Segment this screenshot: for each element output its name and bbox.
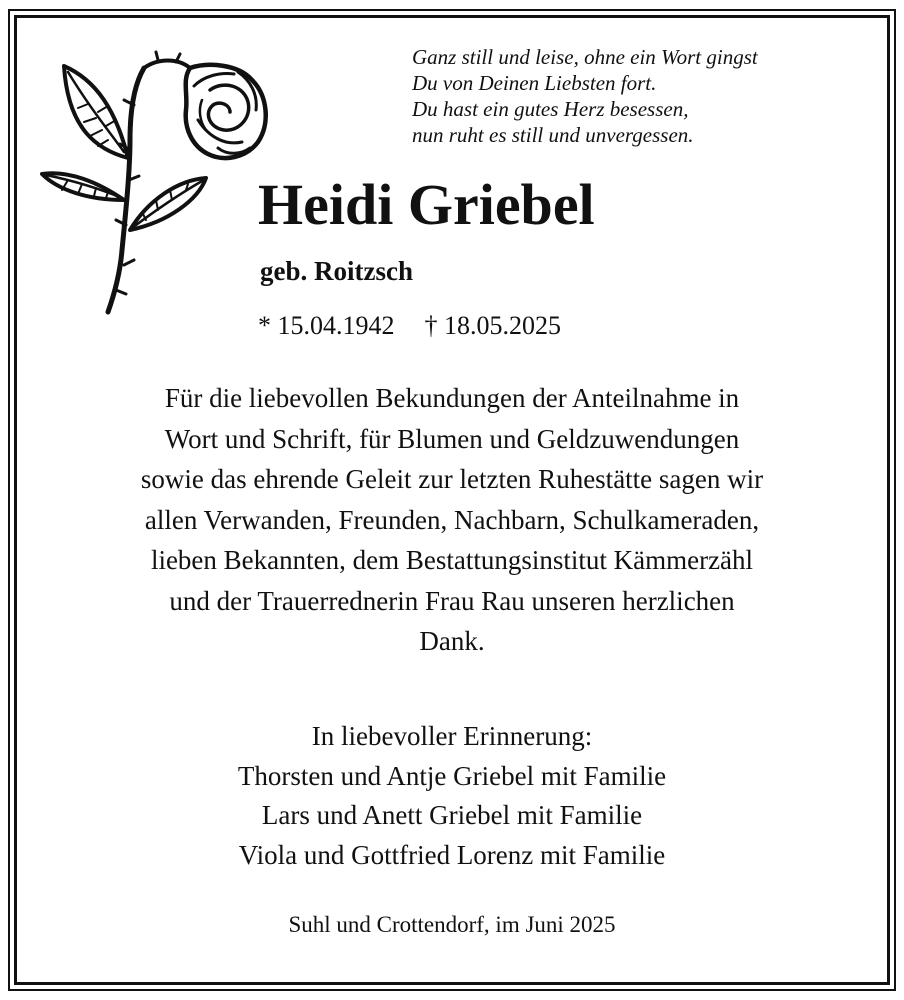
poem-line: Du hast ein gutes Herz besessen, [412, 97, 689, 121]
family-line: Thorsten und Antje Griebel mit Familie [237, 760, 667, 791]
poem-line: nun ruht es still und unvergessen. [412, 123, 694, 147]
birth-date: * 15.04.1942 [258, 311, 395, 340]
memory-heading: In liebevoller Erinnerung: [311, 721, 593, 751]
thanks-line: Dank. [419, 626, 485, 656]
thanks-line: Wort und Schrift, für Blumen und Geldzuwendungen [164, 423, 740, 454]
poem-line: Ganz still und leise, ohne ein Wort gingst [412, 45, 758, 69]
thanks-line: lieben Bekannten, dem Bestattungsinstitut Kämmerzähl [150, 545, 754, 575]
rose-icon [38, 50, 278, 320]
thanks-line: und der Trauerrednerin Frau Rau unseren herzlichen [169, 585, 735, 616]
maiden-name: geb. Roitzsch [260, 256, 413, 286]
thanks-line: Für die liebevollen Bekundungen der Anteilnahme in [164, 383, 740, 413]
poem [412, 44, 872, 148]
death-date: † 18.05.2025 [424, 311, 561, 340]
thanks-line: sowie das ehrende Geleit zur letzten Ruhestätte sagen wir [140, 464, 764, 494]
poem-line: Du von Deinen Liebsten fort. [412, 71, 657, 95]
family-line: Viola und Gottfried Lorenz mit Familie [238, 839, 666, 870]
thanks-text [30, 378, 874, 662]
place-date: Suhl und Crottendorf, im Juni 2025 [288, 912, 616, 937]
memory-section [30, 717, 874, 875]
deceased-name: Heidi Griebel [258, 172, 595, 237]
family-line: Lars und Anett Griebel mit Familie [261, 800, 643, 830]
life-dates [258, 309, 561, 343]
thanks-line: allen Verwanden, Freunden, Nachbarn, Schulkameraden, [144, 504, 760, 535]
